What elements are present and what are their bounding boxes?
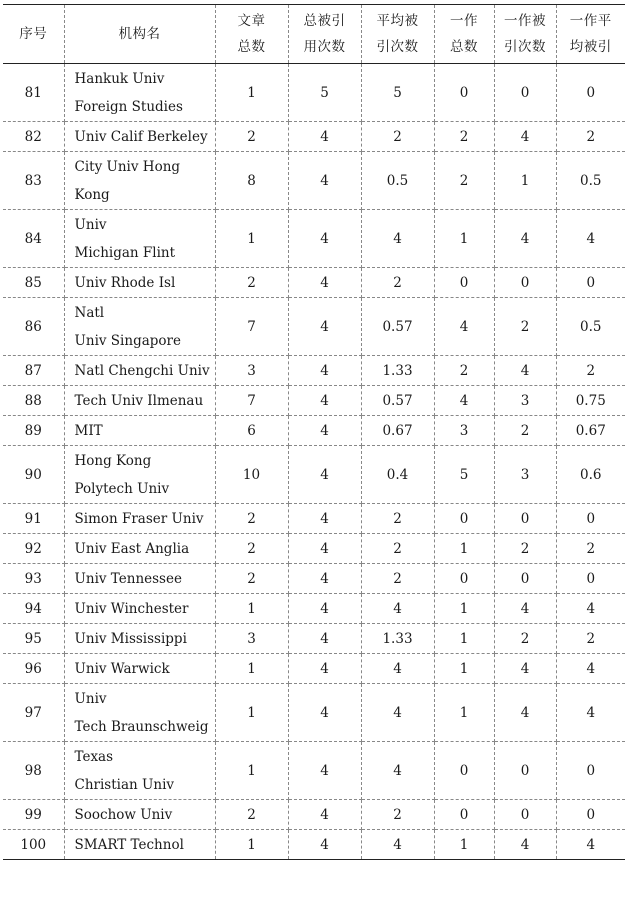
cell-index: 86 bbox=[3, 298, 64, 356]
cell-avg-citations: 0.57 bbox=[361, 298, 434, 356]
cell-institution bbox=[64, 800, 215, 830]
cell-index: 82 bbox=[3, 122, 64, 152]
cell-total-citations: 4 bbox=[288, 654, 361, 684]
cell-avg-citations: 4 bbox=[361, 594, 434, 624]
cell-institution bbox=[64, 594, 215, 624]
institution-name-line: Polytech Univ bbox=[74, 480, 170, 497]
institution-name-line: Natl Chengchi Univ bbox=[74, 362, 210, 379]
cell-first-author-citations: 4 bbox=[494, 684, 556, 742]
institution-name-line: Tech Braunschweig bbox=[74, 718, 209, 735]
cell-first-author-citations: 4 bbox=[494, 210, 556, 268]
cell-total-citations: 4 bbox=[288, 594, 361, 624]
cell-index: 83 bbox=[3, 152, 64, 210]
cell-index: 84 bbox=[3, 210, 64, 268]
cell-institution bbox=[64, 298, 215, 356]
institution-name-line: Univ East Anglia bbox=[74, 540, 190, 557]
cell-first-author-avg: 4 bbox=[556, 210, 625, 268]
table-row bbox=[3, 64, 625, 122]
header-line: 均被引 bbox=[569, 39, 612, 55]
cell-avg-citations: 0.5 bbox=[361, 152, 434, 210]
cell-total-citations: 4 bbox=[288, 152, 361, 210]
cell-first-author-avg: 2 bbox=[556, 624, 625, 654]
cell-articles: 1 bbox=[215, 64, 288, 122]
cell-first-author-avg: 0.5 bbox=[556, 298, 625, 356]
header-articles bbox=[215, 5, 288, 64]
cell-first-author-total: 1 bbox=[434, 624, 494, 654]
cell-first-author-citations: 2 bbox=[494, 416, 556, 446]
cell-total-citations: 4 bbox=[288, 386, 361, 416]
cell-index: 94 bbox=[3, 594, 64, 624]
cell-first-author-citations: 4 bbox=[494, 594, 556, 624]
table-row bbox=[3, 830, 625, 860]
cell-first-author-total: 0 bbox=[434, 268, 494, 298]
cell-first-author-total: 1 bbox=[434, 654, 494, 684]
table-row bbox=[3, 268, 625, 298]
cell-articles: 1 bbox=[215, 210, 288, 268]
cell-first-author-avg: 4 bbox=[556, 594, 625, 624]
institution-citation-table bbox=[3, 4, 625, 860]
cell-index: 95 bbox=[3, 624, 64, 654]
table-row bbox=[3, 654, 625, 684]
cell-institution bbox=[64, 152, 215, 210]
cell-first-author-citations: 4 bbox=[494, 830, 556, 860]
cell-avg-citations: 2 bbox=[361, 504, 434, 534]
cell-first-author-avg: 0.75 bbox=[556, 386, 625, 416]
cell-index: 100 bbox=[3, 830, 64, 860]
table-row bbox=[3, 504, 625, 534]
institution-name-line: Simon Fraser Univ bbox=[74, 510, 204, 527]
cell-total-citations: 4 bbox=[288, 356, 361, 386]
institution-name-line: Soochow Univ bbox=[74, 806, 173, 823]
cell-articles: 3 bbox=[215, 624, 288, 654]
header-line: 一作平 bbox=[569, 13, 612, 29]
cell-index: 91 bbox=[3, 504, 64, 534]
cell-first-author-avg: 2 bbox=[556, 534, 625, 564]
cell-first-author-total: 0 bbox=[434, 742, 494, 800]
cell-articles: 7 bbox=[215, 386, 288, 416]
table-row bbox=[3, 800, 625, 830]
header-first-author-avg bbox=[556, 5, 625, 64]
cell-first-author-total: 2 bbox=[434, 356, 494, 386]
cell-avg-citations: 2 bbox=[361, 534, 434, 564]
cell-index: 93 bbox=[3, 564, 64, 594]
cell-first-author-citations: 2 bbox=[494, 298, 556, 356]
header-first-author-citations bbox=[494, 5, 556, 64]
institution-name-line: Univ Winchester bbox=[74, 600, 189, 617]
cell-first-author-citations: 0 bbox=[494, 504, 556, 534]
cell-total-citations: 4 bbox=[288, 830, 361, 860]
cell-institution bbox=[64, 654, 215, 684]
cell-institution bbox=[64, 122, 215, 152]
institution-name-line: Univ Tennessee bbox=[74, 570, 182, 587]
cell-first-author-avg: 0.67 bbox=[556, 416, 625, 446]
cell-first-author-citations: 0 bbox=[494, 268, 556, 298]
table-row bbox=[3, 564, 625, 594]
table-body bbox=[3, 64, 625, 860]
cell-total-citations: 4 bbox=[288, 446, 361, 504]
cell-first-author-citations: 2 bbox=[494, 534, 556, 564]
cell-total-citations: 4 bbox=[288, 210, 361, 268]
institution-name-line: Univ Warwick bbox=[74, 660, 170, 677]
cell-first-author-total: 1 bbox=[434, 594, 494, 624]
cell-first-author-citations: 0 bbox=[494, 742, 556, 800]
header-line: 总被引 bbox=[303, 13, 346, 29]
cell-institution bbox=[64, 830, 215, 860]
cell-first-author-avg: 0 bbox=[556, 564, 625, 594]
table-row bbox=[3, 594, 625, 624]
cell-articles: 2 bbox=[215, 564, 288, 594]
cell-first-author-total: 3 bbox=[434, 416, 494, 446]
cell-first-author-avg: 4 bbox=[556, 654, 625, 684]
institution-name-line: Univ Calif Berkeley bbox=[74, 128, 208, 145]
cell-institution bbox=[64, 624, 215, 654]
cell-total-citations: 4 bbox=[288, 800, 361, 830]
institution-name-line: SMART Technol bbox=[74, 836, 184, 853]
institution-name-line: Univ bbox=[74, 216, 107, 233]
cell-institution bbox=[64, 386, 215, 416]
cell-total-citations: 4 bbox=[288, 624, 361, 654]
institution-name-line: Univ Rhode Isl bbox=[74, 274, 176, 291]
table-row bbox=[3, 386, 625, 416]
cell-first-author-citations: 3 bbox=[494, 386, 556, 416]
cell-first-author-citations: 0 bbox=[494, 564, 556, 594]
institution-name-line: Foreign Studies bbox=[74, 98, 183, 115]
cell-first-author-avg: 0 bbox=[556, 800, 625, 830]
cell-avg-citations: 4 bbox=[361, 210, 434, 268]
cell-articles: 8 bbox=[215, 152, 288, 210]
cell-index: 96 bbox=[3, 654, 64, 684]
table-row bbox=[3, 122, 625, 152]
header-line: 一作 bbox=[450, 13, 478, 29]
cell-total-citations: 4 bbox=[288, 504, 361, 534]
cell-total-citations: 4 bbox=[288, 534, 361, 564]
cell-total-citations: 4 bbox=[288, 416, 361, 446]
table-row bbox=[3, 624, 625, 654]
table-row bbox=[3, 446, 625, 504]
cell-articles: 1 bbox=[215, 594, 288, 624]
table-row bbox=[3, 152, 625, 210]
cell-avg-citations: 2 bbox=[361, 122, 434, 152]
cell-avg-citations: 1.33 bbox=[361, 624, 434, 654]
cell-first-author-avg: 0 bbox=[556, 268, 625, 298]
cell-institution bbox=[64, 446, 215, 504]
header-index bbox=[3, 5, 64, 64]
table-row bbox=[3, 416, 625, 446]
cell-total-citations: 4 bbox=[288, 684, 361, 742]
cell-index: 99 bbox=[3, 800, 64, 830]
cell-total-citations: 4 bbox=[288, 298, 361, 356]
cell-first-author-total: 1 bbox=[434, 534, 494, 564]
cell-articles: 2 bbox=[215, 504, 288, 534]
cell-first-author-avg: 0 bbox=[556, 742, 625, 800]
cell-articles: 7 bbox=[215, 298, 288, 356]
cell-articles: 2 bbox=[215, 122, 288, 152]
cell-first-author-total: 2 bbox=[434, 122, 494, 152]
cell-index: 98 bbox=[3, 742, 64, 800]
institution-name-line: Michigan Flint bbox=[74, 244, 176, 261]
cell-index: 87 bbox=[3, 356, 64, 386]
cell-first-author-avg: 0 bbox=[556, 64, 625, 122]
cell-avg-citations: 2 bbox=[361, 268, 434, 298]
cell-index: 92 bbox=[3, 534, 64, 564]
cell-first-author-citations: 0 bbox=[494, 64, 556, 122]
cell-first-author-avg: 4 bbox=[556, 684, 625, 742]
cell-institution bbox=[64, 742, 215, 800]
cell-first-author-total: 1 bbox=[434, 684, 494, 742]
cell-first-author-avg: 2 bbox=[556, 356, 625, 386]
cell-institution bbox=[64, 210, 215, 268]
institution-name-line: Tech Univ Ilmenau bbox=[74, 392, 204, 409]
cell-first-author-avg: 0.6 bbox=[556, 446, 625, 504]
institution-name-line: Univ Singapore bbox=[74, 332, 181, 349]
cell-avg-citations: 2 bbox=[361, 800, 434, 830]
table-header bbox=[3, 5, 625, 64]
cell-first-author-citations: 4 bbox=[494, 122, 556, 152]
cell-index: 85 bbox=[3, 268, 64, 298]
cell-avg-citations: 5 bbox=[361, 64, 434, 122]
cell-avg-citations: 1.33 bbox=[361, 356, 434, 386]
cell-total-citations: 4 bbox=[288, 268, 361, 298]
header-line: 总数 bbox=[450, 39, 478, 55]
institution-name-line: City Univ Hong bbox=[74, 158, 181, 175]
institution-name-line: MIT bbox=[74, 422, 103, 439]
cell-first-author-total: 5 bbox=[434, 446, 494, 504]
cell-articles: 1 bbox=[215, 654, 288, 684]
cell-articles: 2 bbox=[215, 800, 288, 830]
cell-institution bbox=[64, 268, 215, 298]
cell-avg-citations: 4 bbox=[361, 830, 434, 860]
cell-avg-citations: 0.57 bbox=[361, 386, 434, 416]
cell-articles: 6 bbox=[215, 416, 288, 446]
cell-articles: 2 bbox=[215, 534, 288, 564]
institution-name-line: Univ Mississippi bbox=[74, 630, 187, 647]
header-institution bbox=[64, 5, 215, 64]
cell-institution bbox=[64, 534, 215, 564]
header-line: 引次数 bbox=[376, 39, 419, 55]
cell-total-citations: 5 bbox=[288, 64, 361, 122]
cell-first-author-total: 0 bbox=[434, 564, 494, 594]
header-line: 一作被 bbox=[504, 13, 546, 29]
header-line: 用次数 bbox=[303, 39, 346, 55]
header-avg-citations bbox=[361, 5, 434, 64]
cell-first-author-total: 0 bbox=[434, 504, 494, 534]
institution-name-line: Texas bbox=[74, 748, 114, 765]
institution-name-line: Hong Kong bbox=[74, 452, 152, 469]
cell-first-author-citations: 4 bbox=[494, 356, 556, 386]
cell-avg-citations: 4 bbox=[361, 654, 434, 684]
cell-index: 88 bbox=[3, 386, 64, 416]
header-total-citations bbox=[288, 5, 361, 64]
cell-avg-citations: 4 bbox=[361, 742, 434, 800]
cell-institution bbox=[64, 64, 215, 122]
institution-name-line: Hankuk Univ bbox=[74, 70, 165, 87]
cell-institution bbox=[64, 356, 215, 386]
cell-avg-citations: 2 bbox=[361, 564, 434, 594]
cell-first-author-citations: 1 bbox=[494, 152, 556, 210]
header-line: 引次数 bbox=[504, 39, 546, 55]
cell-first-author-citations: 2 bbox=[494, 624, 556, 654]
table-row bbox=[3, 534, 625, 564]
cell-articles: 1 bbox=[215, 684, 288, 742]
cell-first-author-avg: 2 bbox=[556, 122, 625, 152]
cell-first-author-citations: 3 bbox=[494, 446, 556, 504]
table-row bbox=[3, 210, 625, 268]
cell-first-author-total: 2 bbox=[434, 152, 494, 210]
institution-name-line: Natl bbox=[74, 304, 105, 321]
cell-articles: 3 bbox=[215, 356, 288, 386]
cell-index: 81 bbox=[3, 64, 64, 122]
cell-avg-citations: 4 bbox=[361, 684, 434, 742]
cell-first-author-total: 1 bbox=[434, 830, 494, 860]
institution-name-line: Univ bbox=[74, 690, 107, 707]
institution-name-line: Kong bbox=[74, 186, 110, 203]
header-line: 文章 bbox=[237, 13, 266, 29]
cell-institution bbox=[64, 416, 215, 446]
cell-institution bbox=[64, 684, 215, 742]
cell-total-citations: 4 bbox=[288, 742, 361, 800]
table-row bbox=[3, 356, 625, 386]
cell-avg-citations: 0.4 bbox=[361, 446, 434, 504]
cell-articles: 10 bbox=[215, 446, 288, 504]
cell-first-author-total: 4 bbox=[434, 386, 494, 416]
cell-avg-citations: 0.67 bbox=[361, 416, 434, 446]
cell-index: 97 bbox=[3, 684, 64, 742]
cell-articles: 1 bbox=[215, 742, 288, 800]
cell-total-citations: 4 bbox=[288, 564, 361, 594]
table-row bbox=[3, 742, 625, 800]
cell-total-citations: 4 bbox=[288, 122, 361, 152]
cell-first-author-avg: 0.5 bbox=[556, 152, 625, 210]
cell-first-author-total: 0 bbox=[434, 64, 494, 122]
institution-name-line: Christian Univ bbox=[74, 776, 175, 793]
header-line: 平均被 bbox=[376, 13, 419, 29]
cell-articles: 1 bbox=[215, 830, 288, 860]
table-row bbox=[3, 684, 625, 742]
cell-first-author-total: 4 bbox=[434, 298, 494, 356]
header-first-author-total bbox=[434, 5, 494, 64]
cell-index: 89 bbox=[3, 416, 64, 446]
header-line: 序号 bbox=[19, 26, 48, 42]
cell-first-author-citations: 0 bbox=[494, 800, 556, 830]
header-row bbox=[3, 5, 625, 64]
cell-institution bbox=[64, 504, 215, 534]
cell-first-author-total: 0 bbox=[434, 800, 494, 830]
cell-first-author-citations: 4 bbox=[494, 654, 556, 684]
header-line: 机构名 bbox=[118, 26, 161, 42]
table-row bbox=[3, 298, 625, 356]
cell-first-author-total: 1 bbox=[434, 210, 494, 268]
cell-first-author-avg: 0 bbox=[556, 504, 625, 534]
cell-articles: 2 bbox=[215, 268, 288, 298]
cell-institution bbox=[64, 564, 215, 594]
cell-index: 90 bbox=[3, 446, 64, 504]
header-line: 总数 bbox=[237, 39, 266, 55]
cell-first-author-avg: 4 bbox=[556, 830, 625, 860]
